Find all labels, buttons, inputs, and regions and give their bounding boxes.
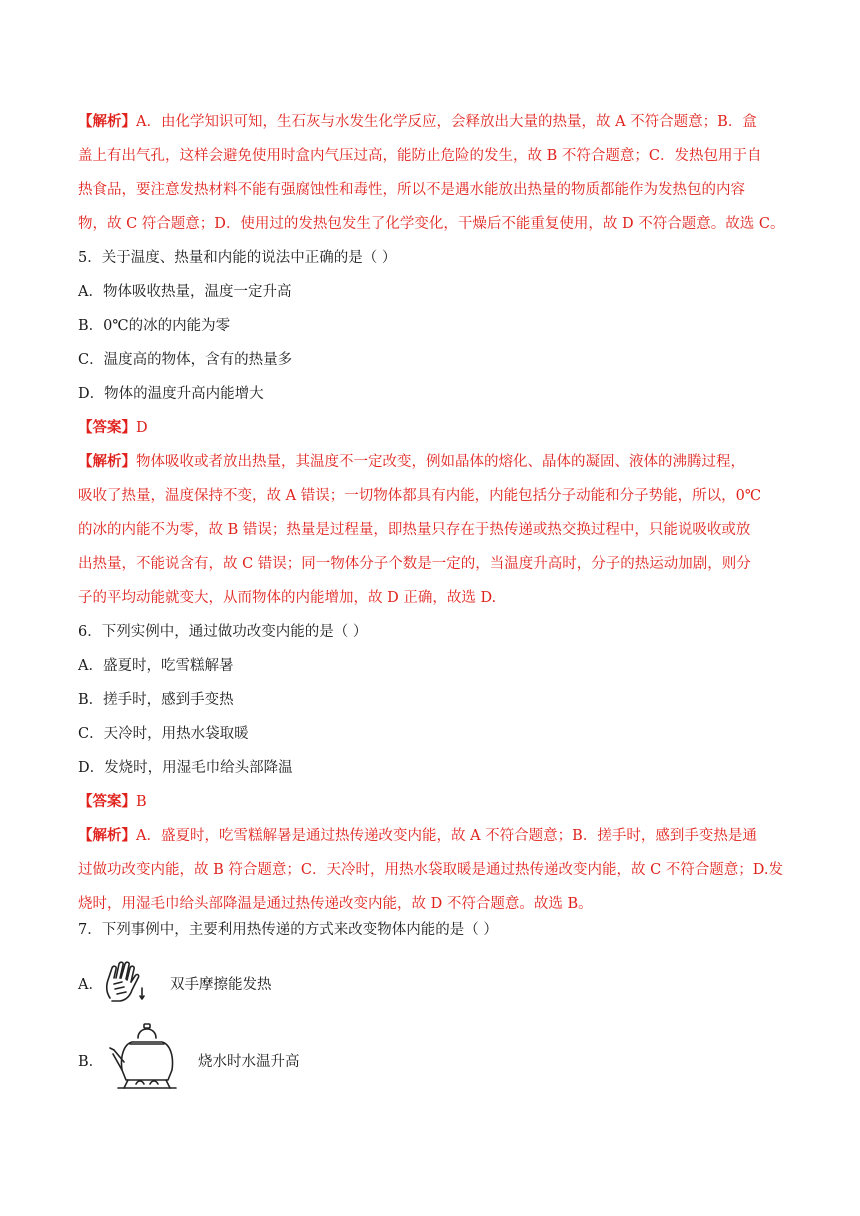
q5-analysis-line-3: 的冰的内能不为零，故 B 错误；热量是过程量，即热量只存在于热传递或热交换过程中，只能说吸收或放 (78, 522, 751, 538)
q6-option-b: B．搓手时，感到手变热 (78, 692, 234, 708)
q5-analysis-line-1: 【解析】物体吸收或者放出热量，其温度不一定改变，例如晶体的熔化、晶体的凝固、液体的沸腾过程， (78, 453, 745, 470)
q7-option-a-text: 双手摩擦能发热 (170, 977, 272, 993)
analysis-tag: 【解析】 (78, 827, 136, 844)
q7-option-a-letter: A． (78, 977, 103, 993)
kettle-on-stove-icon (108, 1022, 184, 1092)
q6-option-d: D．发烧时，用湿毛巾给头部降温 (78, 760, 293, 776)
q6-analysis-line-1: 【解析】A．盛夏时，吃雪糕解暑是通过热传递改变内能，故 A 不符合题意；B．搓手时，感到手变热是通 (78, 827, 757, 844)
q5-answer-value: D (136, 420, 148, 436)
q7-option-b-letter: B． (78, 1054, 104, 1070)
q5-analysis-line-4: 出热量，不能说含有，故 C 错误；同一物体分子个数是一定的，当温度升高时，分子的热运动加剧，则分 (78, 556, 751, 572)
q6-analysis-line-3: 烧时，用湿毛巾给头部降温是通过热传递改变内能，故 D 不符合题意。故选 B。 (78, 896, 593, 912)
q5-answer (78, 418, 788, 438)
q6-stem: 6．下列实例中，通过做功改变内能的是（ ） (78, 624, 368, 640)
answer-tag: 【答案】 (78, 793, 136, 810)
q5-option-a: A．物体吸收热量，温度一定升高 (78, 284, 292, 300)
q6-answer (78, 792, 788, 812)
q5-option-d: D．物体的温度升高内能增大 (78, 386, 264, 402)
q6-analysis-line-2: 过做功改变内能，故 B 符合题意；C．天冷时，用热水袋取暖是通过热传递改变内能，故 C 不符合题意；D.发 (78, 862, 783, 878)
q7-stem: 7．下列事例中，主要利用热传递的方式来改变物体内能的是（ ） (78, 922, 498, 938)
rubbing-hands-icon (100, 958, 152, 1010)
q6-option-a: A．盛夏时，吃雪糕解暑 (78, 658, 234, 674)
q6-option-c: C．天冷时，用热水袋取暖 (78, 726, 249, 742)
analysis-tag: 【解析】 (78, 113, 136, 130)
q5-option-b: B．0℃的冰的内能为零 (78, 318, 231, 334)
q5-analysis-line-5: 子的平均动能就变大，从而物体的内能增加，故 D 正确，故选 D. (78, 590, 497, 606)
q7-option-b-text: 烧水时水温升高 (198, 1054, 300, 1070)
q4-analysis-line-1: 【解析】A．由化学知识可知，生石灰与水发生化学反应，会释放出大量的热量，故 A 不符合题意；B．盒 (78, 113, 757, 130)
q4-analysis-line-2: 盖上有出气孔，这样会避免使用时盒内气压过高，能防止危险的发生，故 B 不符合题意；C．发热包用于自 (78, 148, 762, 164)
q4-analysis-line-4: 物，故 C 符合题意；D．使用过的发热包发生了化学变化，干燥后不能重复使用，故 D 不符合题意。故选 C。 (78, 216, 785, 232)
analysis-tag: 【解析】 (78, 453, 136, 470)
q5-analysis-line-2: 吸收了热量，温度保持不变，故 A 错误；一切物体都具有内能，内能包括分子动能和分子势能，所以，0℃ (78, 488, 762, 504)
answer-tag: 【答案】 (78, 419, 136, 436)
q5-option-c: C．温度高的物体，含有的热量多 (78, 352, 293, 368)
q5-stem: 5．关于温度、热量和内能的说法中正确的是（ ） (78, 250, 397, 266)
q4-analysis-line-3: 热食品，要注意发热材料不能有强腐蚀性和毒性，所以不是遇水能放出热量的物质都能作为发热包的内容 (78, 182, 745, 198)
q6-answer-value: B (136, 794, 147, 810)
